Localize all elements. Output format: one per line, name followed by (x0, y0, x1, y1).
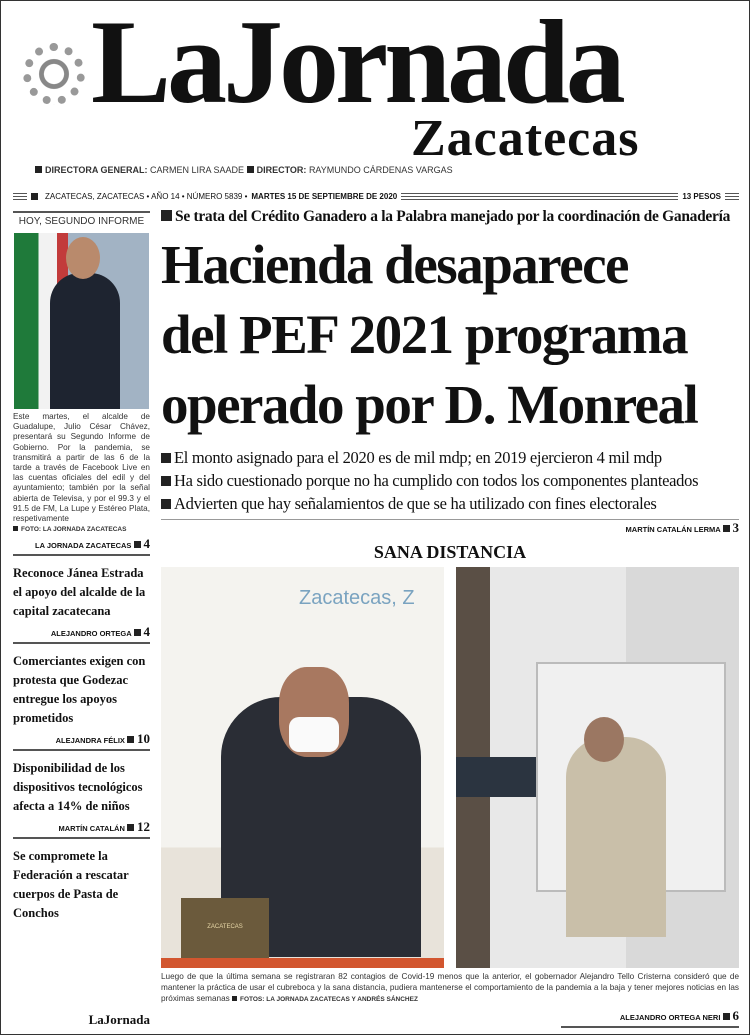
byline: ALEJANDRO ORTEGA 4 (13, 624, 150, 644)
section-title: SANA DISTANCIA (373, 542, 527, 562)
sidebar-caption: Este martes, el alcalde de Guadalupe, Julio César Chávez, presentará su Segundo Informe de Gobierno. Por la pandemia, se transmitirá a partir de las 6 de la tarde a través de Facebook Live en las cuentas oficiales del edil y del ayuntamiento; también por la señal abierta de Televisa, y por el 99.3 y el 91.5 de FM, La Lupe y Estéreo Plata, respetivamente (13, 412, 150, 524)
footer-logo: LaJornada (88, 1012, 150, 1027)
masthead-title: LaJornada (91, 0, 622, 128)
sign-text: Zacatecas, Z (299, 587, 415, 609)
bullet: Advierten que hay señalamientos de que se ha utilizado con fines electorales (161, 492, 739, 515)
edition-info: ZACATECAS, ZACATECAS • AÑO 14 • NÚMERO 5839 • (45, 191, 248, 201)
sidebar-story[interactable]: Reconoce Jánea Estrada el apoyo del alcalde de la capital zacatecana (13, 566, 146, 619)
sidebar-story[interactable]: Comerciantes exigen con protesta que Godezac entregue los apoyos prometidos (13, 654, 146, 726)
staff-line (35, 165, 453, 175)
photo-credit: FOTO: LA JORNADA ZACATECAS (13, 526, 150, 533)
street-photo[interactable] (456, 567, 739, 968)
staff-label: DIRECTORA GENERAL: (45, 165, 148, 175)
headline-line: del PEF 2021 programa (161, 304, 688, 365)
staff-name: CARMEN LIRA SAADE (150, 165, 245, 175)
byline: MARTÍN CATALÁN 12 (13, 819, 150, 839)
sidebar-kicker: HOY, SEGUNDO INFORME (18, 216, 145, 227)
date-bar (13, 189, 739, 203)
bullet-list (161, 446, 739, 515)
bullet: Ha sido cuestionado porque no ha cumplido con todos los componentes planteados (161, 469, 739, 492)
sun-logo-icon (23, 43, 85, 105)
headline-line: operado por D. Monreal (161, 374, 698, 435)
byline: ALEJANDRA FÉLIX 10 (13, 731, 150, 751)
price: 13 PESOS (682, 191, 721, 201)
mayor-photo[interactable] (14, 233, 149, 409)
byline: ALEJANDRO ORTEGA NERI 6 (561, 1008, 739, 1028)
sidebar (13, 211, 150, 1028)
byline: LA JORNADA ZACATECAS 4 (13, 536, 150, 556)
photo-row (161, 567, 739, 968)
headline-line: Hacienda desaparece (161, 234, 628, 295)
photo-caption: Luego de que la última semana se registraran 82 contagios de Covid-19 menos que la anterior, el gobernador Alejandro Tello Cristerna consideró que de mantener la práctica de usar el cubreboca y la sana distancia, pudiera mantenerse el comportamiento de la pandemia a la baja y tener mejores noticias en las próximas semanas FOTOS: LA JORNADA ZACATECAS Y ANDRÉS SÁNCHEZ (161, 972, 739, 1003)
main-column (161, 207, 739, 1028)
bullet: El monto asignado para el 2020 es de mil mdp; en 2019 ejercieron 4 mil mdp (161, 446, 739, 469)
main-headline[interactable] (161, 230, 739, 440)
summary: Se trata del Crédito Ganadero a la Palabra manejado por la coordinación de Ganadería (161, 207, 739, 226)
staff-name: RAYMUNDO CÁRDENAS VARGAS (308, 165, 453, 175)
staff-label: DIRECTOR: (256, 165, 307, 175)
podium-text: ZACATECAS (181, 898, 269, 958)
byline: MARTÍN CATALÁN LERMA 3 (161, 519, 739, 538)
edition-date: MARTES 15 DE SEPTIEMBRE DE 2020 (251, 191, 398, 201)
governor-photo[interactable] (161, 567, 444, 968)
sidebar-story[interactable]: Disponibilidad de los dispositivos tecnológicos afecta a 14% de niños (13, 761, 143, 814)
sidebar-story[interactable]: Se compromete la Federación a rescatar cuerpos de Pasta de Conchos (13, 849, 129, 921)
masthead-subtitle: Zacatecas (411, 110, 640, 167)
